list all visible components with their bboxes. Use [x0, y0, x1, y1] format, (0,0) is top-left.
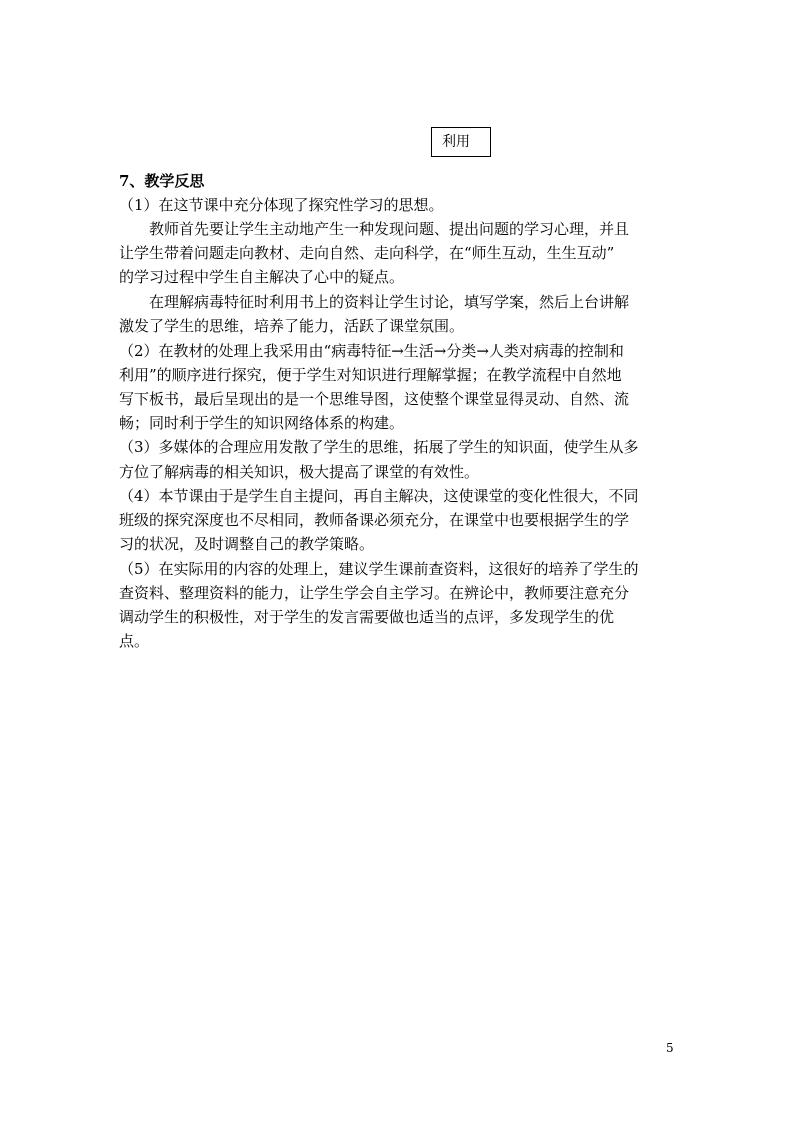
paragraph-line: 班级的探究深度也不尽相同，教师备课必须充分，在课堂中也要根据学生的学 — [119, 511, 630, 529]
paragraph-line: （4）本节课由于是学生自主提问，再自主解决，这使课堂的变化性很大，不同 — [119, 487, 639, 505]
paragraph-line: 习的状况，及时调整自己的教学策略。 — [119, 535, 375, 553]
paragraph-line: 调动学生的积极性，对于学生的发言需要做也适当的点评，多发现学生的优 — [119, 608, 615, 626]
paragraph-line: （2）在教材的处理上我采用由“病毒特征→生活→分类→人类对病毒的控制和 — [119, 342, 624, 360]
flow-box-label: 利用 — [442, 134, 470, 150]
paragraph-line: 让学生带着问题走向教材、走向自然、走向科学，在“师生互动，生生互动” — [119, 244, 615, 262]
section-heading: 7、教学反思 — [119, 172, 205, 190]
paragraph-line: 畅；同时利于学生的知识网络体系的构建。 — [119, 414, 405, 432]
paragraph-line: 点。 — [119, 632, 150, 650]
page-number: 5 — [666, 1041, 674, 1055]
paragraph-line: 写下板书，最后呈现出的是一个思维导图，这使整个课堂显得灵动、自然、流 — [119, 390, 630, 408]
paragraph-line: （5）在实际用的内容的处理上，建议学生课前查资料，这很好的培养了学生的 — [119, 560, 639, 578]
paragraph-line: 方位了解病毒的相关知识，极大提高了课堂的有效性。 — [119, 463, 480, 481]
paragraph-line: 查资料、整理资料的能力，让学生学会自主学习。在辨论中，教师要注意充分 — [119, 584, 630, 602]
paragraph-line: 利用”的顺序进行探究，便于学生对知识进行理解掌握；在教学流程中自然地 — [119, 366, 622, 384]
paragraph-line: 的学习过程中学生自主解决了心中的疑点。 — [119, 268, 405, 286]
paragraph-line: （1）在这节课中充分体现了探究性学习的思想。 — [119, 196, 444, 214]
flow-box-liyong — [431, 127, 491, 157]
paragraph-line: 在理解病毒特征时利用书上的资料让学生讨论，填写学案，然后上台讲解 — [149, 293, 630, 311]
paragraph-line: 激发了学生的思维，培养了能力，活跃了课堂氛围。 — [119, 317, 465, 335]
paragraph-line: （3）多媒体的合理应用发散了学生的思维，拓展了学生的知识面，使学生从多 — [119, 438, 639, 456]
paragraph-line: 教师首先要让学生主动地产生一种发现问题、提出问题的学习心理，并且 — [149, 220, 630, 238]
